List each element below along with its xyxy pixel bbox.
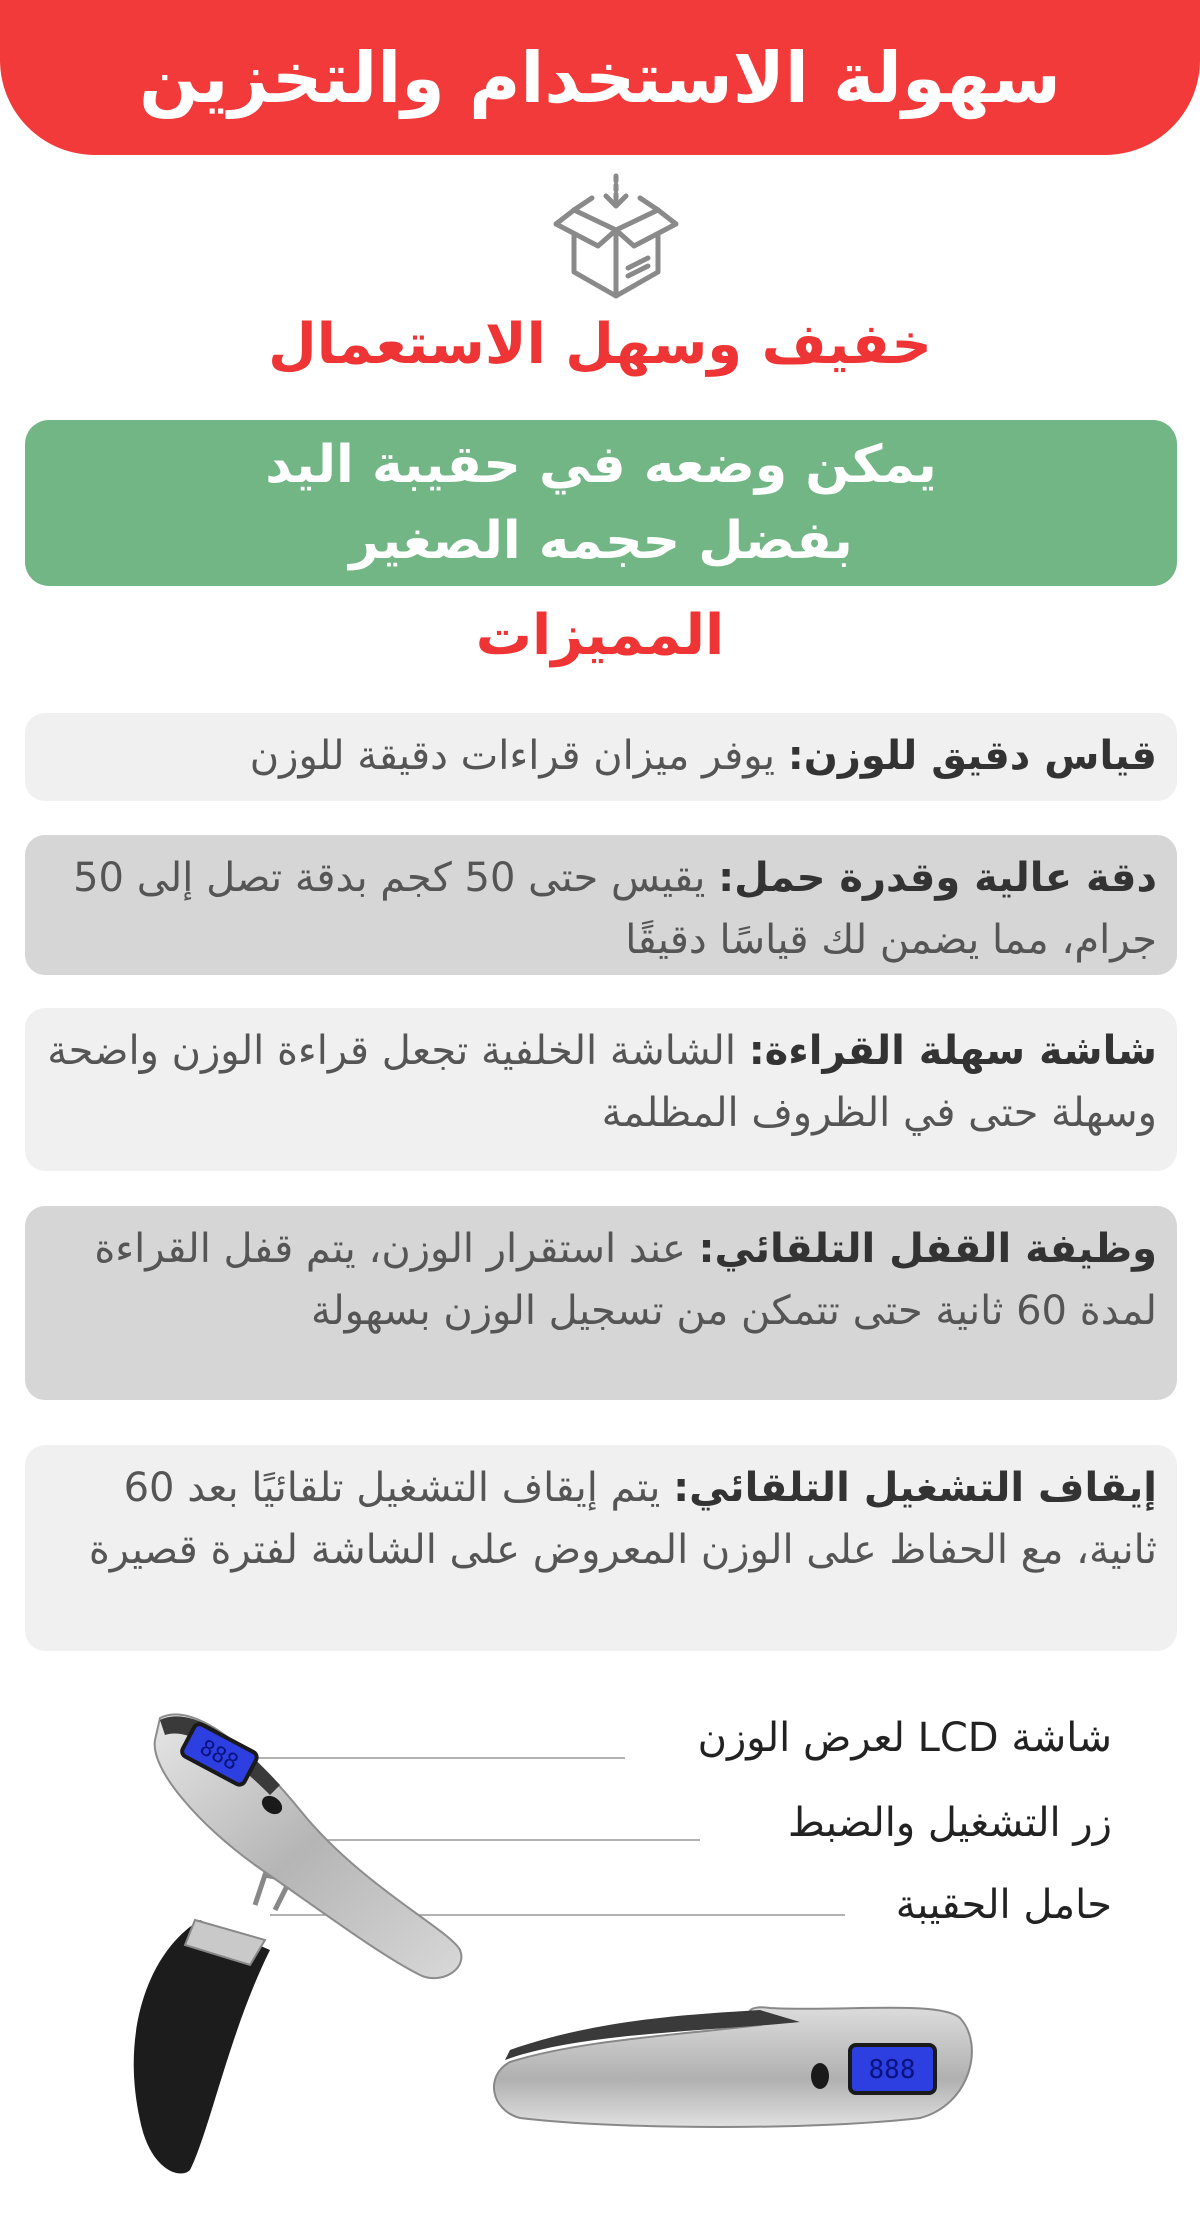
callout-lcd: شاشة LCD لعرض الوزن — [697, 1715, 1112, 1761]
feature-text: عند استقرار الوزن، يتم قفل القراءة لمدة 60 ثانية حتى تتمكن من تسجيل الوزن بسهولة — [94, 1226, 1157, 1334]
feature-auto-off — [25, 1445, 1177, 1651]
callout-holder: حامل الحقيبة — [895, 1882, 1112, 1928]
feature-title: شاشة سهلة القراءة: — [748, 1028, 1157, 1074]
portable-line-1: يمكن وضعه في حقيبة اليد — [265, 435, 937, 495]
feature-title: إيقاف التشغيل التلقائي: — [673, 1465, 1157, 1511]
strap — [134, 1920, 270, 2173]
callout-button: زر التشغيل والضبط — [787, 1800, 1112, 1846]
feature-auto-lock — [25, 1206, 1177, 1400]
open-box-icon — [552, 172, 680, 302]
subtitle: خفيف وسهل الاستعمال — [268, 312, 932, 377]
feature-text: يوفر ميزان قراءات دقيقة للوزن — [249, 733, 788, 779]
power-button-icon-2 — [811, 2063, 829, 2089]
feature-text: يقيس حتى 50 كجم بدقة تصل إلى 50 جرام، مما يضمن لك قياسًا دقيقًا — [73, 855, 1157, 963]
page-title: سهولة الاستخدام والتخزين — [139, 36, 1061, 119]
header-banner — [0, 0, 1200, 155]
features-title: المميزات — [475, 603, 725, 668]
portable-line-2: بفضل حجمه الصغير — [349, 511, 853, 571]
feature-accurate-weighing — [25, 713, 1177, 801]
feature-title: قياس دقيق للوزن: — [787, 733, 1157, 779]
feature-text: الشاشة الخلفية تجعل قراءة الوزن واضحة وسهلة حتى في الظروف المظلمة — [47, 1028, 1157, 1136]
feature-high-precision — [25, 835, 1177, 975]
svg-text:888: 888 — [868, 2055, 916, 2085]
feature-title: وظيفة القفل التلقائي: — [698, 1226, 1157, 1272]
luggage-scale-illustration — [0, 1700, 1200, 2225]
feature-text: يتم إيقاف التشغيل تلقائيًا بعد 60 ثانية، مع الحفاظ على الوزن المعروض على الشاشة لفترة قصيرة — [88, 1465, 1157, 1573]
svg-text:888: 888 — [195, 1735, 243, 1777]
scale-horizontal — [494, 2007, 972, 2127]
feature-title: دقة عالية وقدرة حمل: — [718, 855, 1157, 901]
feature-readable-screen — [25, 1008, 1177, 1171]
portable-info-box — [25, 420, 1177, 586]
